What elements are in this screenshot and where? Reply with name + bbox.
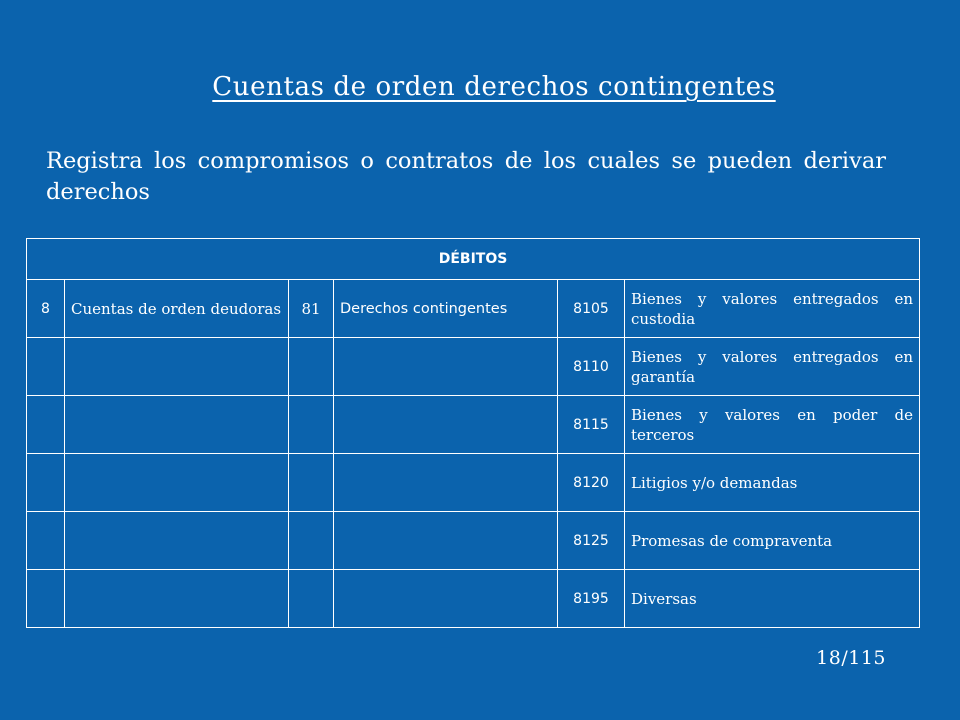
cell-grupo-nombre xyxy=(334,396,558,454)
cell-cuenta: 8195 xyxy=(558,570,625,628)
table-row xyxy=(27,454,920,512)
page-number: 18/115 xyxy=(816,647,886,669)
cell-grupo xyxy=(289,570,334,628)
cell-grupo-nombre xyxy=(334,512,558,570)
cell-cuenta: 8115 xyxy=(558,396,625,454)
table-row xyxy=(27,338,920,396)
cell-cuenta-nombre: Litigios y/o demandas xyxy=(625,454,920,512)
cell-grupo xyxy=(289,396,334,454)
cell-clase xyxy=(27,570,65,628)
cell-grupo xyxy=(289,338,334,396)
cell-grupo-nombre xyxy=(334,570,558,628)
cell-cuenta: 8125 xyxy=(558,512,625,570)
cell-clase-nombre xyxy=(65,338,289,396)
cell-grupo xyxy=(289,512,334,570)
table-row xyxy=(27,280,920,338)
cell-grupo xyxy=(289,454,334,512)
table-row xyxy=(27,396,920,454)
table-row xyxy=(27,512,920,570)
cell-grupo-nombre: Derechos contingentes xyxy=(334,280,558,338)
cell-grupo: 81 xyxy=(289,280,334,338)
table-header-row xyxy=(27,239,920,280)
cell-cuenta: 8120 xyxy=(558,454,625,512)
slide-title: Cuentas de orden derechos contingentes xyxy=(212,72,776,102)
cell-clase-nombre: Cuentas de orden deudoras xyxy=(65,280,289,338)
cell-clase xyxy=(27,396,65,454)
cell-cuenta-nombre: Diversas xyxy=(625,570,920,628)
cell-grupo-nombre xyxy=(334,338,558,396)
cell-clase xyxy=(27,454,65,512)
cell-cuenta-nombre: Bienes y valores en poder de terceros xyxy=(625,396,920,454)
cell-clase-nombre xyxy=(65,512,289,570)
cell-clase-nombre xyxy=(65,570,289,628)
cell-cuenta-nombre: Bienes y valores entregados en custodia xyxy=(625,280,920,338)
slide-subtitle: Registra los compromisos o contratos de los cuales se pueden derivar derechos xyxy=(46,148,886,205)
table-header-debits: DÉBITOS xyxy=(27,239,920,280)
cell-grupo-nombre xyxy=(334,454,558,512)
cell-clase-nombre xyxy=(65,396,289,454)
debits-table xyxy=(26,238,920,628)
cell-cuenta: 8110 xyxy=(558,338,625,396)
cell-clase: 8 xyxy=(27,280,65,338)
cell-clase-nombre xyxy=(65,454,289,512)
cell-cuenta-nombre: Promesas de compraventa xyxy=(625,512,920,570)
cell-cuenta-nombre: Bienes y valores entregados en garantía xyxy=(625,338,920,396)
cell-clase xyxy=(27,512,65,570)
cell-clase xyxy=(27,338,65,396)
cell-cuenta: 8105 xyxy=(558,280,625,338)
table-row xyxy=(27,570,920,628)
